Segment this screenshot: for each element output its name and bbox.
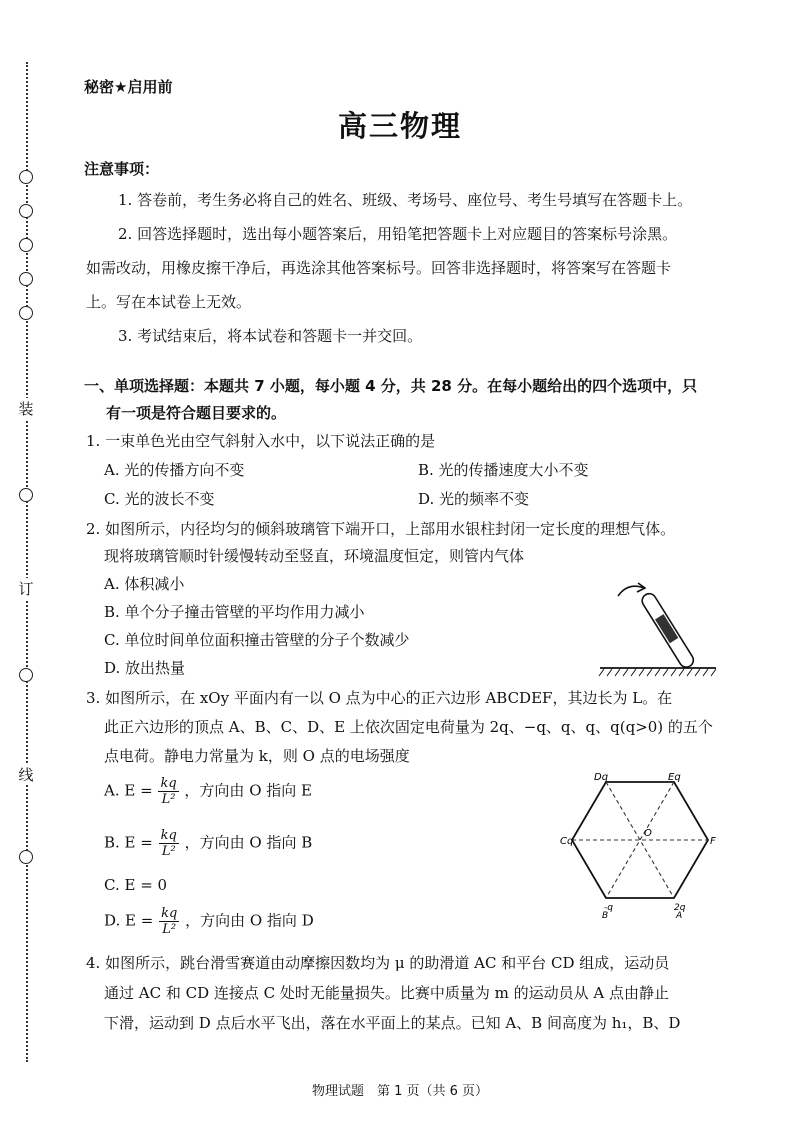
vertex-label-d: Dq [594,772,609,783]
section-heading: 一、单项选择题：本题共 7 小题，每小题 4 分，共 28 分。在每小题给出的四个选项中，只 [84,377,698,395]
notice-heading: 注意事项： [84,160,160,178]
binding-char: 订 [14,578,38,599]
hexagon-figure [560,768,720,918]
notice-item-2-cont: 上。写在本试卷上无效。 [86,293,252,311]
fraction-numerator: kq [160,776,177,791]
binding-hole [19,238,33,252]
page-footer: 物理试题 第 1 页（共 6 页） [311,1084,489,1099]
binding-hole [19,850,33,864]
notice-item-3: 3. 考试结束后，将本试卷和答题卡一并交回。 [118,327,423,345]
binding-hole [19,204,33,218]
q2-option-b: B. 单个分子撞击管壁的平均作用力减小 [104,603,365,621]
vertex-label-b: B [602,911,609,918]
center-label-o: O [644,828,652,839]
fraction-denominator: L² [161,844,176,859]
q1-option-d: D. 光的频率不变 [418,490,530,508]
charge-label-a: 2q [674,903,686,913]
q3-option-b [104,828,312,859]
binding-char: 线 [14,764,38,785]
charge-label-b: -q [604,903,613,913]
q1-option-c: C. 光的波长不变 [104,490,215,508]
vertex-label-f: F [710,836,716,847]
tilted-tube-figure [596,578,720,680]
notice-item-2: 2. 回答选择题时，选出每小题答案后，用铅笔把答题卡上对应题目的答案标号涂黑。 [118,225,678,243]
section-heading-cont: 有一项是符合题目要求的。 [106,404,287,422]
binding-char: 装 [14,398,38,419]
q4-stem-cont: 通过 AC 和 CD 连接点 C 处时无能量损失。比赛中质量为 m 的运动员从 A 点由静止 [104,984,670,1002]
q3-option-b-suffix: ，方向由 O 指向 B [184,833,313,852]
q3-option-c: C. E = 0 [104,876,168,894]
q2-option-a: A. 体积减小 [104,575,185,593]
binding-hole [19,488,33,502]
q1-stem: 1. 一束单色光由空气斜射入水中，以下说法正确的是 [86,432,436,450]
fraction-kq-over-l2 [159,906,179,937]
q1-option-b: B. 光的传播速度大小不变 [418,461,589,479]
q1-option-a: A. 光的传播方向不变 [104,461,245,479]
q3-option-a-prefix: A. E = [104,781,153,800]
binding-hole [19,306,33,320]
page-title: 高三物理 [337,109,462,143]
q3-option-d [104,906,314,937]
fraction-numerator: kq [161,906,178,921]
q3-option-a-suffix: ，方向由 O 指向 E [184,781,312,800]
notice-item-1: 1. 答卷前，考生务必将自己的姓名、班级、考场号、座位号、考生号填写在答题卡上。 [118,191,693,209]
confidential-label: 秘密★启用前 [84,78,173,96]
binding-hole [19,170,33,184]
q2-stem-cont: 现将玻璃管顺时针缓慢转动至竖直，环境温度恒定，则管内气体 [104,547,525,565]
binding-hole [19,272,33,286]
q4-stem: 4. 如图所示，跳台滑雪赛道由动摩擦因数均为 μ 的助滑道 AC 和平台 CD 组成，运动员 [86,954,670,972]
q3-stem-cont: 此正六边形的顶点 A、B、C、D、E 上依次固定电荷量为 2q、−q、q、q、q(q>0) 的五个 [104,718,713,736]
q3-option-d-prefix: D. E = [104,911,154,930]
vertex-label-a: A [676,911,683,918]
fraction-numerator: kq [160,828,177,843]
q2-option-d: D. 放出热量 [104,659,186,677]
q3-stem-cont: 点电荷。静电力常量为 k，则 O 点的电场强度 [104,747,410,765]
fraction-kq-over-l2 [159,828,179,859]
notice-item-2-cont: 如需改动，用橡皮擦干净后，再选涂其他答案标号。回答非选择题时，将答案写在答题卡 [86,259,672,277]
vertex-label-c: Cq [560,836,574,847]
q4-stem-cont: 下滑，运动到 D 点后水平飞出，落在水平面上的某点。已知 A、B 间高度为 h₁，B、D [104,1014,681,1032]
vertex-label-e: Eq [668,772,681,783]
q3-stem: 3. 如图所示，在 xOy 平面内有一以 O 点为中心的正六边形 ABCDEF，其边长为 L。在 [86,689,673,707]
q2-stem: 2. 如图所示，内径均匀的倾斜玻璃管下端开口，上部用水银柱封闭一定长度的理想气体。 [86,520,676,538]
binding-hole [19,668,33,682]
fraction-denominator: L² [162,922,177,937]
q3-option-a [104,776,312,807]
binding-margin [0,0,60,1132]
q2-option-c: C. 单位时间单位面积撞击管壁的分子个数减少 [104,631,410,649]
fraction-denominator: L² [161,792,176,807]
q3-option-d-suffix: ，方向由 O 指向 D [185,911,314,930]
fraction-kq-over-l2 [158,776,178,807]
q3-option-b-prefix: B. E = [104,833,153,852]
